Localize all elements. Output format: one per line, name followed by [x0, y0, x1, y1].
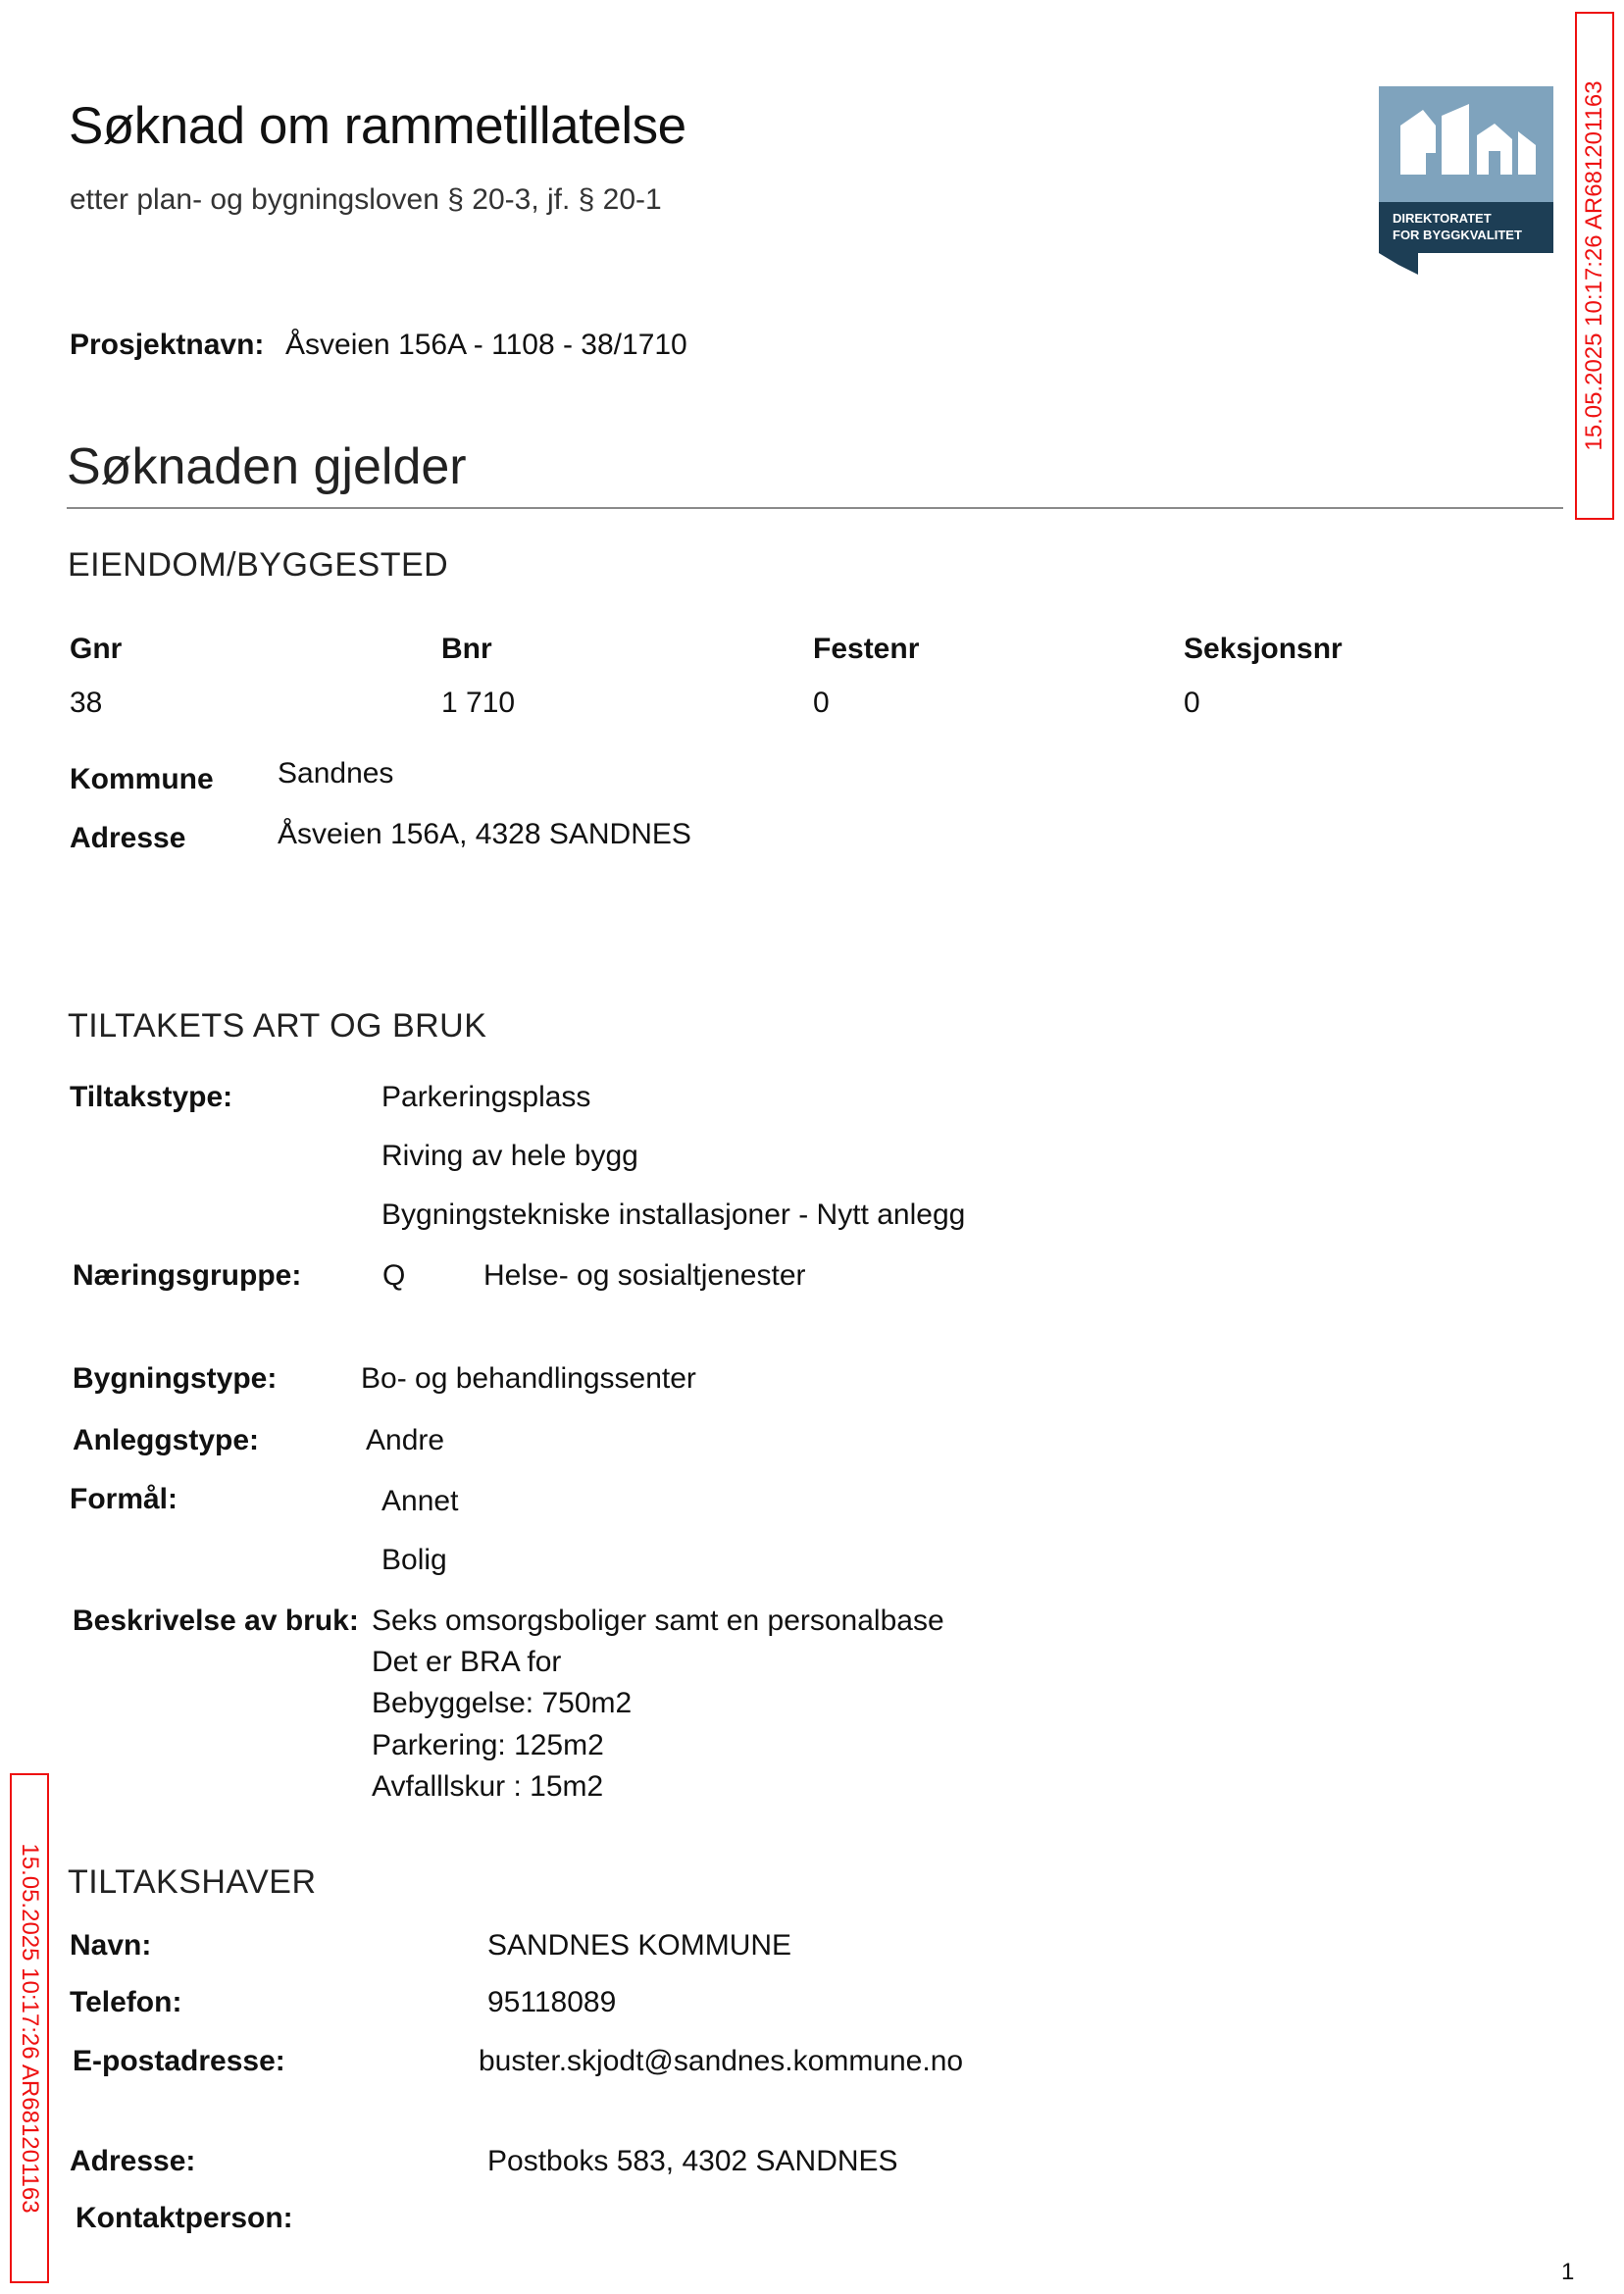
- tiltakshaver-adresse-value: Postboks 583, 4302 SANDNES: [487, 2145, 898, 2177]
- column-seksjonsnr: Seksjonsnr: [1184, 633, 1343, 665]
- page-number: 1: [1561, 2259, 1575, 2285]
- dibk-logo-graphic: [1379, 86, 1553, 275]
- column-gnr: Gnr: [70, 633, 123, 665]
- formal-value: Bolig: [381, 1544, 447, 1576]
- adresse-label: Adresse: [70, 822, 186, 854]
- bygningstype-value: Bo- og behandlingssenter: [361, 1362, 696, 1395]
- tiltakstype-item: Parkeringsplass: [381, 1081, 591, 1113]
- adresse-value: Åsveien 156A, 4328 SANDNES: [278, 818, 691, 850]
- beskrivelse-line: Bebyggelse: 750m2: [372, 1687, 633, 1719]
- naeringsgruppe-value: Helse- og sosialtjenester: [483, 1259, 806, 1292]
- column-bnr: Bnr: [441, 633, 492, 665]
- formal-value: Annet: [381, 1485, 459, 1517]
- naeringsgruppe-code: Q: [382, 1259, 406, 1292]
- beskrivelse-line: Det er BRA for: [372, 1646, 562, 1678]
- telefon-value: 95118089: [487, 1986, 617, 2018]
- value-gnr: 38: [70, 687, 103, 719]
- stamp-text: 15.05.2025 10:17:26 AR681201163: [17, 1843, 43, 2214]
- kommune-value: Sandnes: [278, 757, 394, 790]
- value-seksjonsnr: 0: [1184, 687, 1200, 719]
- section-heading: Søknaden gjelder: [67, 438, 467, 495]
- epost-label: E-postadresse:: [73, 2045, 285, 2077]
- section-divider: [67, 507, 1563, 509]
- project-label: Prosjektnavn:: [70, 329, 265, 361]
- naeringsgruppe-label: Næringsgruppe:: [73, 1259, 302, 1292]
- stamp-text: 15.05.2025 10:17:26 AR681201163: [1581, 80, 1607, 451]
- kommune-label: Kommune: [70, 763, 214, 795]
- project-value: Åsveien 156A - 1108 - 38/1710: [285, 329, 687, 361]
- beskrivelse-line: Parkering: 125m2: [372, 1729, 604, 1761]
- column-festenr: Festenr: [813, 633, 920, 665]
- kontaktperson-label: Kontaktperson:: [76, 2202, 293, 2234]
- beskrivelse-label: Beskrivelse av bruk:: [73, 1605, 359, 1637]
- beskrivelse-line: Avfalllskur : 15m2: [372, 1770, 604, 1803]
- value-festenr: 0: [813, 687, 830, 719]
- dibk-logo: [1379, 86, 1553, 275]
- logo-line2: FOR BYGGKVALITET: [1393, 228, 1522, 242]
- beskrivelse-line: Seks omsorgsboliger samt en personalbase: [372, 1605, 944, 1637]
- tiltakstype-item: Riving av hele bygg: [381, 1140, 638, 1172]
- formal-label: Formål:: [70, 1483, 178, 1515]
- stamp-top-right: [1575, 12, 1614, 520]
- value-bnr: 1 710: [441, 687, 516, 719]
- tiltak-heading: TILTAKETS ART OG BRUK: [68, 1007, 487, 1045]
- anleggstype-value: Andre: [366, 1424, 445, 1456]
- document-title: Søknad om rammetillatelse: [69, 97, 686, 155]
- logo-line1: DIREKTORATET: [1393, 211, 1492, 226]
- tiltakshaver-heading: TILTAKSHAVER: [68, 1863, 317, 1901]
- document-subtitle: etter plan- og bygningsloven § 20-3, jf. § 20-1: [70, 183, 662, 216]
- tiltakstype-item: Bygningstekniske installasjoner - Nytt anlegg: [381, 1198, 966, 1231]
- anleggstype-label: Anleggstype:: [73, 1424, 260, 1456]
- navn-label: Navn:: [70, 1929, 152, 1962]
- stamp-bottom-left: [10, 1773, 49, 2283]
- telefon-label: Telefon:: [70, 1986, 182, 2018]
- tiltakshaver-adresse-label: Adresse:: [70, 2145, 196, 2177]
- bygningstype-label: Bygningstype:: [73, 1362, 278, 1395]
- epost-value: buster.skjodt@sandnes.kommune.no: [479, 2045, 964, 2077]
- property-heading: EIENDOM/BYGGESTED: [68, 546, 449, 584]
- navn-value: SANDNES KOMMUNE: [487, 1929, 792, 1962]
- tiltakstype-label: Tiltakstype:: [70, 1081, 233, 1113]
